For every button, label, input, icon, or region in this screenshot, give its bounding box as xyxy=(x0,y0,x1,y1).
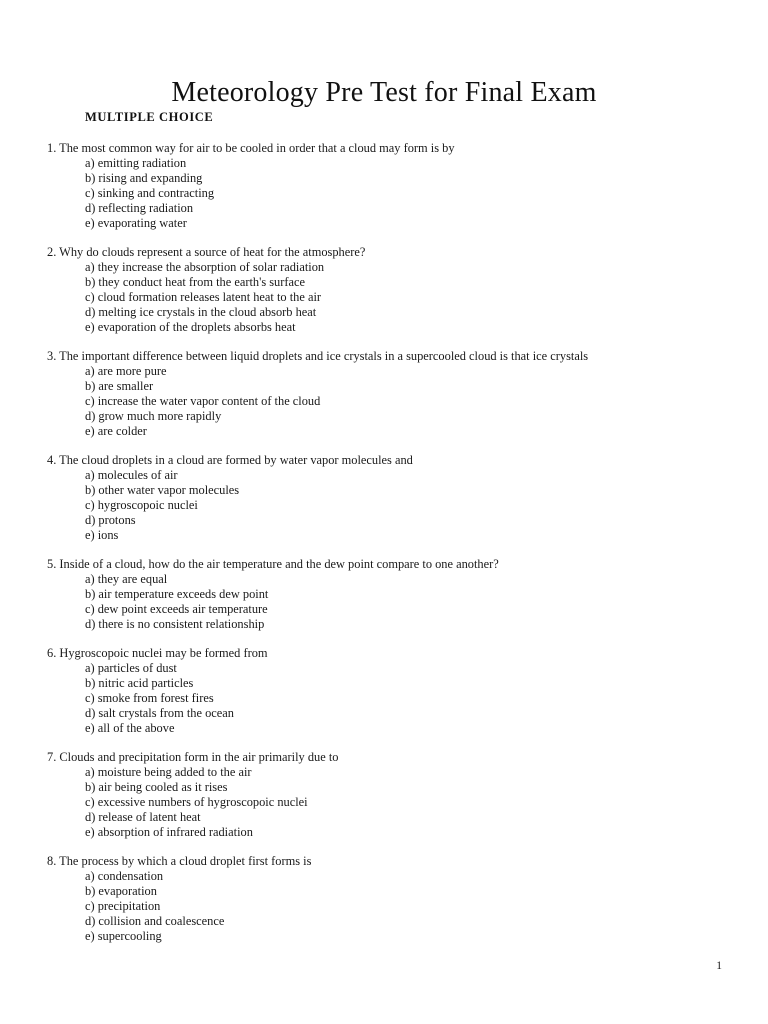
answer-option[interactable]: e) ions xyxy=(85,528,119,542)
answer-option[interactable]: a) are more pure xyxy=(85,364,167,378)
answer-option[interactable]: c) smoke from forest fires xyxy=(85,691,214,705)
answer-option[interactable]: e) are colder xyxy=(85,424,147,438)
answer-option[interactable]: b) evaporation xyxy=(85,884,157,898)
page-number: 1 xyxy=(716,960,722,972)
question-stem: 2. Why do clouds represent a source of heat for the atmosphere? xyxy=(47,245,366,259)
answer-option[interactable]: c) cloud formation releases latent heat to the air xyxy=(85,290,322,304)
answer-option[interactable]: a) emitting radiation xyxy=(85,156,187,170)
answer-option[interactable]: d) reflecting radiation xyxy=(85,201,194,215)
answer-option[interactable]: b) are smaller xyxy=(85,379,154,393)
answer-option[interactable]: c) excessive numbers of hygroscopoic nuclei xyxy=(85,795,308,809)
answer-option[interactable]: d) protons xyxy=(85,513,136,527)
option-list xyxy=(47,572,727,632)
answer-option[interactable]: d) release of latent heat xyxy=(85,810,201,824)
option-list xyxy=(47,468,727,543)
question-block xyxy=(47,141,727,231)
answer-option[interactable]: a) they are equal xyxy=(85,572,168,586)
answer-option[interactable]: a) they increase the absorption of solar radiation xyxy=(85,260,325,274)
answer-option[interactable]: e) evaporation of the droplets absorbs heat xyxy=(85,320,296,334)
option-list xyxy=(47,364,727,439)
question-stem: 3. The important difference between liquid droplets and ice crystals in a supercooled cloud is that ice crystals xyxy=(47,349,589,363)
option-list xyxy=(47,869,727,944)
answer-option[interactable]: a) molecules of air xyxy=(85,468,178,482)
answer-option[interactable]: e) all of the above xyxy=(85,721,175,735)
question-stem: 7. Clouds and precipitation form in the air primarily due to xyxy=(47,750,339,764)
answer-option[interactable]: d) collision and coalescence xyxy=(85,914,225,928)
answer-option[interactable]: c) dew point exceeds air temperature xyxy=(85,602,268,616)
section-heading-multiple-choice: MULTIPLE CHOICE xyxy=(85,110,214,124)
question-stem: 6. Hygroscopoic nuclei may be formed from xyxy=(47,646,268,660)
answer-option[interactable]: a) moisture being added to the air xyxy=(85,765,252,779)
option-list xyxy=(47,765,727,840)
question-block xyxy=(47,557,727,632)
answer-option[interactable]: b) other water vapor molecules xyxy=(85,483,240,497)
answer-option[interactable]: b) they conduct heat from the earth's surface xyxy=(85,275,306,289)
answer-option[interactable]: e) absorption of infrared radiation xyxy=(85,825,253,839)
answer-option[interactable]: a) particles of dust xyxy=(85,661,177,675)
option-list xyxy=(47,260,727,335)
answer-option[interactable]: d) salt crystals from the ocean xyxy=(85,706,234,720)
question-block xyxy=(47,854,727,944)
question-block xyxy=(47,750,727,840)
answer-option[interactable]: c) sinking and contracting xyxy=(85,186,215,200)
question-stem: 5. Inside of a cloud, how do the air temperature and the dew point compare to one another? xyxy=(47,557,499,571)
question-list xyxy=(47,141,727,958)
answer-option[interactable]: d) melting ice crystals in the cloud absorb heat xyxy=(85,305,317,319)
answer-option[interactable]: c) precipitation xyxy=(85,899,161,913)
answer-option[interactable]: e) supercooling xyxy=(85,929,162,943)
page-title: Meteorology Pre Test for Final Exam xyxy=(171,76,597,108)
answer-option[interactable]: b) air being cooled as it rises xyxy=(85,780,228,794)
answer-option[interactable]: c) increase the water vapor content of the cloud xyxy=(85,394,321,408)
question-block xyxy=(47,349,727,439)
answer-option[interactable]: d) there is no consistent relationship xyxy=(85,617,265,631)
question-stem: 8. The process by which a cloud droplet first forms is xyxy=(47,854,312,868)
answer-option[interactable]: b) air temperature exceeds dew point xyxy=(85,587,269,601)
answer-option[interactable]: c) hygroscopoic nuclei xyxy=(85,498,198,512)
option-list xyxy=(47,661,727,736)
answer-option[interactable]: e) evaporating water xyxy=(85,216,187,230)
answer-option[interactable]: a) condensation xyxy=(85,869,164,883)
answer-option[interactable]: b) rising and expanding xyxy=(85,171,203,185)
question-stem: 4. The cloud droplets in a cloud are formed by water vapor molecules and xyxy=(47,453,413,467)
option-list xyxy=(47,156,727,231)
answer-option[interactable]: d) grow much more rapidly xyxy=(85,409,222,423)
question-block xyxy=(47,646,727,736)
question-stem: 1. The most common way for air to be cooled in order that a cloud may form is by xyxy=(47,141,455,155)
question-block xyxy=(47,453,727,543)
question-block xyxy=(47,245,727,335)
answer-option[interactable]: b) nitric acid particles xyxy=(85,676,194,690)
